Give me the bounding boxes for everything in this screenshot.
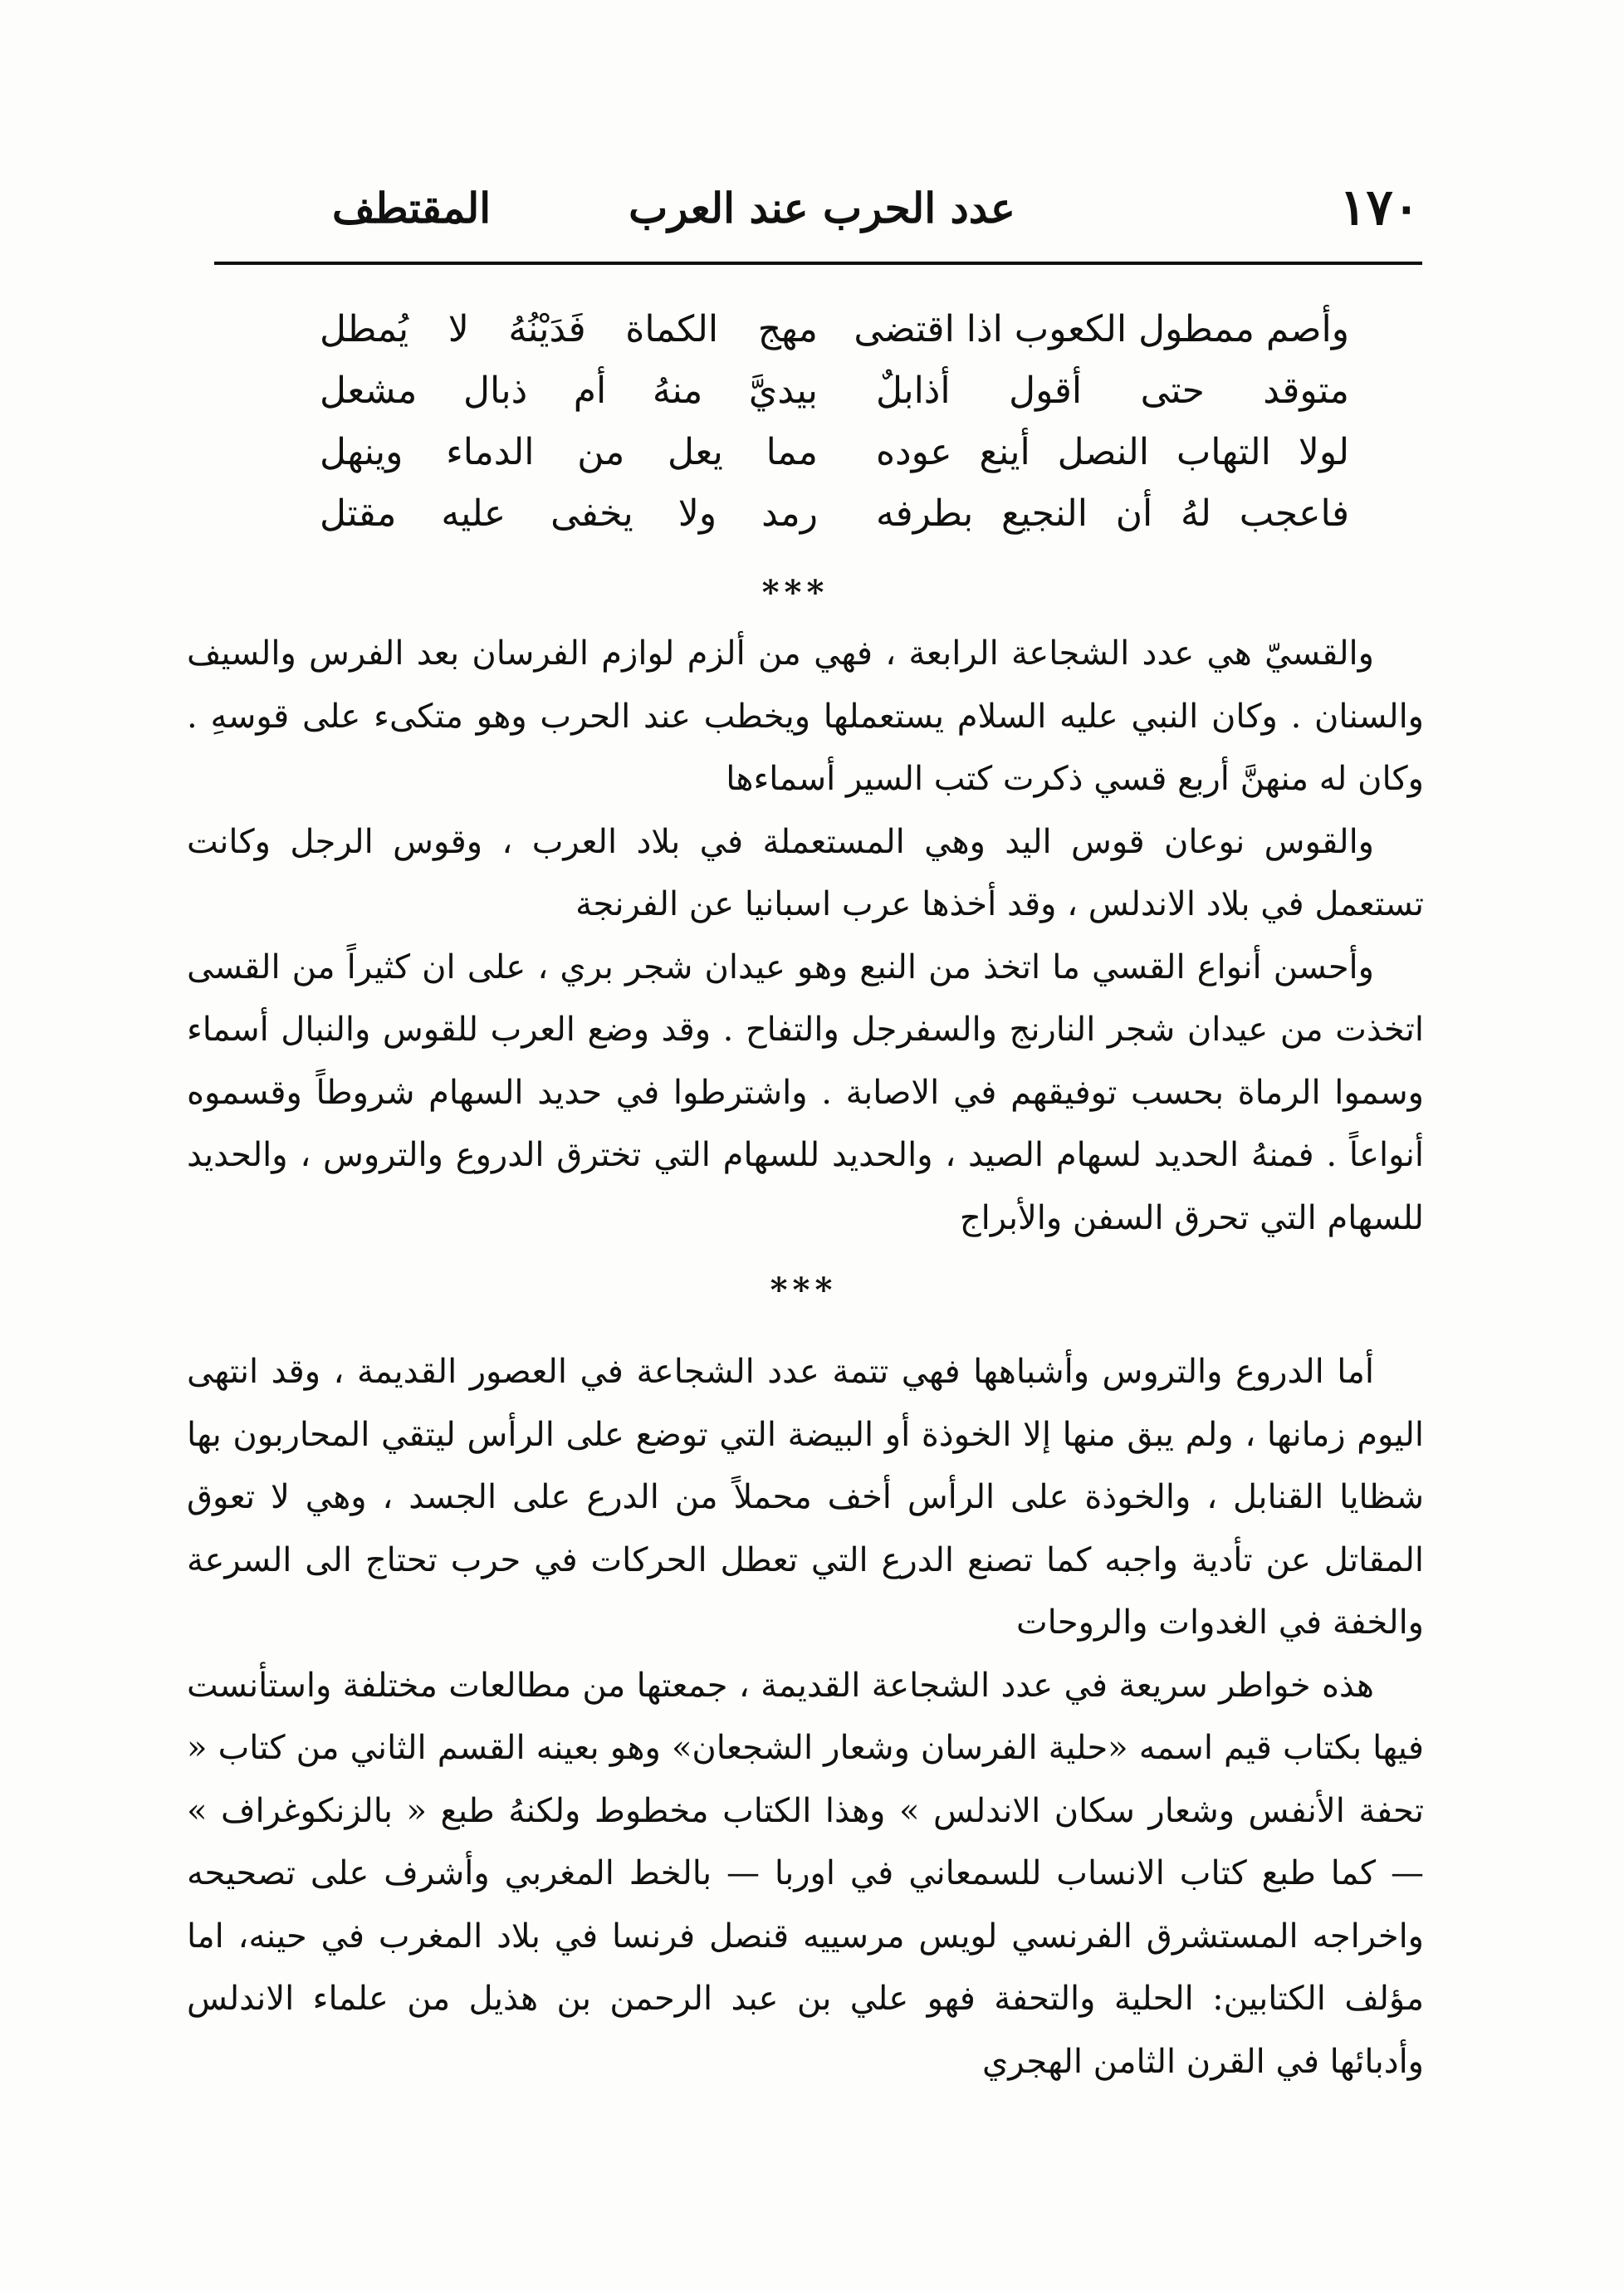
page-number: ١٧٠ xyxy=(1339,179,1420,237)
paragraph: وأحسن أنواع القسي ما اتخذ من النبع وهو عيدان شجر بري ، على ان كثيراً من القسى اتخذت من عيدان شجر النارنج والسفرجل والتفاح . وقد وضع العرب للقوس والنبال أسماء وسموا الرماة بحسب توفيقهم في الاصابة . واشترطوا في حديد السهام شروطاً وقسموه أنواعاً . فمنهُ الحديد لسهام الصيد ، والحديد للسهام التي تخترق الدروع والتروس ، والحديد للسهام التي تحرق السفن والأبراج xyxy=(187,947,1424,1237)
paragraph: أما الدروع والتروس وأشباهها فهي تتمة عدد الشجاعة في العصور القديمة ، وقد انتهى اليوم زمانها ، ولم يبق منها إلا الخوذة أو البيضة التي توضع على الرأس ليتقي المحاربون بها شظايا القنابل ، والخوذة على الرأس أخف محملاً من الدرع على الجسد ، وهي لا تعوق المقاتل عن تأدية واجبه كما تصنع الدرع التي تعطل الحركات في حرب تحتاج الى السرعة والخفة في الغدوات والروحات xyxy=(187,1353,1424,1642)
paragraph: والقوس نوعان قوس اليد وهي المستعملة في بلاد العرب ، وقوس الرجل وكانت تستعمل في بلاد الاندلس ، وقد أخذها عرب اسبانيا عن الفرنجة xyxy=(187,822,1424,923)
poem-hemistich-second: بيديَّ منهُ أم ذبال مشعل xyxy=(320,370,818,412)
poem-hemistich-first: وأصم ممطول الكعوب اذا اقتضى xyxy=(854,308,1349,350)
section-one xyxy=(187,623,1424,1250)
paragraph: هذه خواطر سريعة في عدد الشجاعة القديمة ، جمعتها من مطالعات مختلفة واستأنست فيها بكتاب قيم اسمه «حلية الفرسان وشعار الشجعان» وهو بعينه القسم الثاني من كتاب « تحفة الأنفس وشعار سكان الاندلس » وهذا الكتاب مخطوط ولكنهُ طبع « بالزنكوغراف » — كما طبع كتاب الانساب للسمعاني في اوربا — بالخط المغربي وأشرف على تصحيحه واخراجه المستشرق الفرنسي لويس مرسييه قنصل فرنسا في بلاد المغرب في حينه، اما مؤلف الكتابين: الحلية والتحفة فهو علي بن عبد الرحمن بن هذيل من علماء الاندلس وأدبائها في القرن الثامن الهجري xyxy=(187,1666,1424,2081)
header-rule xyxy=(214,262,1422,265)
journal-name: المقتطف xyxy=(332,184,492,233)
poem-line xyxy=(320,483,1349,545)
poem-line xyxy=(320,422,1349,483)
page-header xyxy=(224,179,1420,245)
article-title: عدد الحرب عند العرب xyxy=(629,184,1015,233)
poem-line xyxy=(320,360,1349,422)
poem xyxy=(320,299,1349,545)
poem-hemistich-first: لولا التهاب النصل أينع عوده xyxy=(876,431,1349,473)
section-divider: *** xyxy=(770,1270,838,1309)
section-two xyxy=(187,1341,1424,2093)
poem-hemistich-first: فاعجب لهُ أن النجيع بطرفه xyxy=(876,492,1349,535)
poem-hemistich-second: مما يعل من الدماء وينهل xyxy=(320,431,818,473)
paragraph: والقسيّ هي عدد الشجاعة الرابعة ، فهي من ألزم لوازم الفرسان بعد الفرس والسيف والسنان . وكان النبي عليه السلام يستعملها ويخطب عند الحرب وهو متكىء على قوسهِ . وكان له منهنَّ أربع قسي ذكرت كتب السير أسماءها xyxy=(187,634,1424,798)
poem-hemistich-first: متوقد حتى أقول أذابلٌ xyxy=(876,370,1349,412)
section-divider: *** xyxy=(761,573,829,612)
poem-hemistich-second: مهج الكماة فَدَيْنُهُ لا يُمطل xyxy=(320,308,818,350)
poem-hemistich-second: رمد ولا يخفى عليه مقتل xyxy=(320,492,818,535)
poem-line xyxy=(320,299,1349,360)
